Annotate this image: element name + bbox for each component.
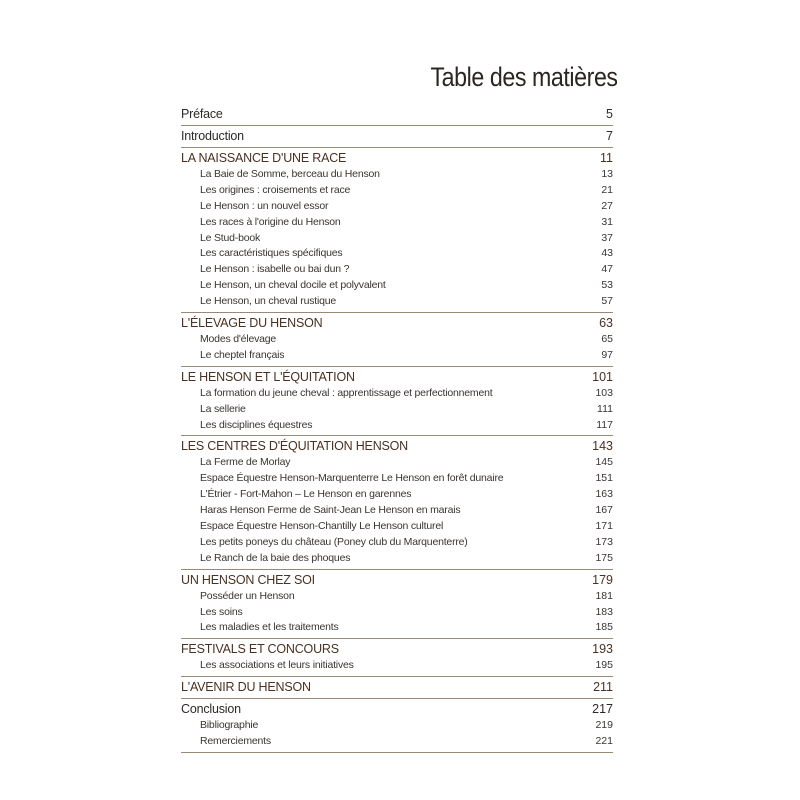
toc-sub-entry	[181, 658, 613, 674]
toc-entry-page: 27	[601, 199, 613, 212]
toc-entry-page: 173	[595, 535, 613, 548]
toc-entry-label: Préface	[181, 107, 223, 121]
toc-entry-page: 43	[601, 247, 613, 260]
toc-section	[181, 150, 613, 313]
toc-entry-label: Le Stud-book	[200, 231, 261, 244]
toc-chapter-entry	[181, 438, 613, 455]
toc-entry-label: Espace Équestre Henson-Chantilly Le Henson culturel	[200, 520, 444, 533]
toc-chapter-entry	[181, 150, 613, 167]
toc-entry-label: Conclusion	[181, 702, 241, 717]
toc-entry-label: Les soins	[200, 605, 243, 618]
toc-sub-entry	[181, 605, 613, 621]
toc-entry-label: L'ÉLEVAGE DU HENSON	[181, 316, 323, 331]
toc-entry-page: 97	[601, 348, 613, 361]
toc-section	[181, 369, 613, 437]
toc-sub-entry	[181, 167, 613, 183]
toc-entry-page: 211	[593, 680, 613, 695]
toc-entry-label: Le Ranch de la baie des phoques	[200, 551, 351, 564]
toc-entry-page: 179	[592, 572, 613, 587]
table-of-contents	[181, 106, 613, 755]
toc-sub-entry	[181, 620, 613, 636]
toc-sub-entry	[181, 348, 613, 364]
toc-entry-page: 193	[592, 642, 613, 657]
toc-entry-label: LA NAISSANCE D'UNE RACE	[181, 151, 347, 165]
toc-entry-label: Les associations et leurs initiatives	[200, 659, 354, 672]
toc-entry-page: 195	[595, 659, 613, 672]
toc-entry-page: 163	[595, 488, 613, 501]
toc-entry-page: 57	[601, 295, 613, 308]
toc-entry-label: L'AVENIR DU HENSON	[181, 680, 311, 695]
toc-sub-entry	[181, 519, 613, 535]
toc-sub-entry	[181, 402, 613, 418]
toc-chapter-entry	[181, 641, 613, 658]
toc-section	[181, 701, 613, 753]
toc-sub-entry	[181, 551, 613, 567]
toc-entry-page: 53	[601, 279, 613, 292]
toc-sub-entry	[181, 589, 613, 605]
toc-sub-entry	[181, 199, 613, 215]
toc-entry-page: 21	[601, 183, 613, 196]
toc-entry-page: 37	[601, 231, 613, 244]
toc-entry-label: La Baie de Somme, berceau du Henson	[200, 168, 380, 180]
toc-chapter-entry	[181, 315, 613, 332]
toc-entry-page: 13	[601, 168, 613, 180]
toc-sub-entry	[181, 718, 613, 734]
toc-entry-page: 47	[601, 263, 613, 276]
toc-entry-page: 181	[595, 589, 613, 602]
toc-entry-page: 103	[595, 386, 613, 399]
toc-entry-page: 221	[595, 735, 613, 748]
toc-entry-label: Modes d'élevage	[200, 333, 277, 346]
toc-entry-page: 185	[595, 621, 613, 634]
toc-entry-page: 101	[592, 369, 613, 384]
toc-section	[181, 438, 613, 569]
toc-entry-label: FESTIVALS ET CONCOURS	[181, 642, 339, 657]
toc-entry-label: Remerciements	[200, 735, 271, 748]
toc-sub-entry	[181, 215, 613, 231]
toc-entry-label: Les petits poneys du château (Poney club du Marquenterre)	[200, 535, 468, 548]
toc-entry-label: Les races à l'origine du Henson	[200, 215, 341, 228]
toc-entry-label: Les caractéristiques spécifiques	[200, 247, 343, 260]
toc-sub-entry	[181, 332, 613, 348]
toc-chapter-entry	[181, 679, 613, 696]
toc-entry-page: 63	[599, 316, 613, 331]
toc-main-entry	[181, 128, 613, 145]
toc-entry-label: Le Henson, un cheval docile et polyvalent	[200, 279, 386, 292]
toc-entry-label: Le cheptel français	[200, 348, 285, 361]
toc-section	[181, 641, 613, 677]
toc-entry-page: 217	[592, 702, 613, 717]
toc-entry-page: 151	[595, 472, 613, 485]
toc-main-entry	[181, 106, 613, 123]
toc-entry-label: L'Étrier - Fort-Mahon – Le Henson en garennes	[200, 488, 412, 501]
toc-entry-label: LES CENTRES D'ÉQUITATION HENSON	[181, 439, 409, 454]
toc-entry-page: 143	[592, 439, 613, 454]
toc-entry-page: 167	[595, 504, 613, 517]
toc-entry-label: Bibliographie	[200, 719, 259, 732]
toc-entry-page: 183	[595, 605, 613, 618]
toc-entry-label: Introduction	[181, 129, 244, 143]
toc-entry-page: 31	[601, 215, 613, 228]
toc-entry-label: Le Henson, un cheval rustique	[200, 295, 337, 308]
toc-section	[181, 106, 613, 126]
toc-entry-page: 219	[595, 719, 613, 732]
toc-sub-entry	[181, 262, 613, 278]
toc-chapter-entry	[181, 369, 613, 386]
toc-sub-entry	[181, 246, 613, 262]
toc-section	[181, 679, 613, 699]
toc-sub-entry	[181, 183, 613, 199]
toc-entry-label: La formation du jeune cheval : apprentissage et perfectionnement	[200, 386, 493, 399]
toc-entry-page: 171	[595, 520, 613, 533]
toc-section	[181, 315, 613, 367]
toc-sub-entry	[181, 471, 613, 487]
toc-chapter-entry	[181, 572, 613, 589]
toc-entry-page: 7	[606, 129, 613, 143]
toc-sub-entry	[181, 386, 613, 402]
toc-sub-entry	[181, 503, 613, 519]
toc-entry-label: Les maladies et les traitements	[200, 621, 339, 634]
toc-sub-entry	[181, 455, 613, 471]
toc-entry-label: Les origines : croisements et race	[200, 183, 351, 196]
toc-sub-entry	[181, 487, 613, 503]
toc-entry-label: Posséder un Henson	[200, 589, 295, 602]
toc-entry-page: 145	[595, 456, 613, 469]
toc-sub-entry	[181, 278, 613, 294]
toc-entry-page: 5	[606, 107, 613, 121]
toc-section	[181, 128, 613, 148]
toc-entry-page: 117	[596, 418, 613, 431]
toc-entry-label: La sellerie	[200, 402, 246, 415]
toc-entry-label: Le Henson : isabelle ou bai dun ?	[200, 263, 350, 276]
toc-sub-entry	[181, 294, 613, 310]
toc-main-entry	[181, 701, 613, 718]
toc-entry-page: 111	[597, 402, 613, 415]
toc-section	[181, 572, 613, 640]
toc-entry-page: 65	[601, 333, 613, 346]
toc-entry-label: La Ferme de Morlay	[200, 456, 291, 469]
toc-entry-label: LE HENSON ET L'ÉQUITATION	[181, 369, 355, 384]
toc-sub-entry	[181, 418, 613, 434]
toc-entry-label: UN HENSON CHEZ SOI	[181, 572, 315, 587]
toc-entry-page: 11	[600, 151, 613, 165]
toc-entry-label: Haras Henson Ferme de Saint-Jean Le Henson en marais	[200, 504, 461, 517]
toc-sub-entry	[181, 734, 613, 750]
toc-sub-entry	[181, 231, 613, 247]
toc-sub-entry	[181, 535, 613, 551]
toc-entry-label: Le Henson : un nouvel essor	[200, 199, 329, 212]
page-title: Table des matières	[430, 62, 618, 92]
toc-entry-label: Les disciplines équestres	[200, 418, 313, 431]
toc-entry-page: 175	[595, 551, 613, 564]
toc-entry-label: Espace Équestre Henson-Marquenterre Le Henson en forêt dunaire	[200, 472, 504, 485]
